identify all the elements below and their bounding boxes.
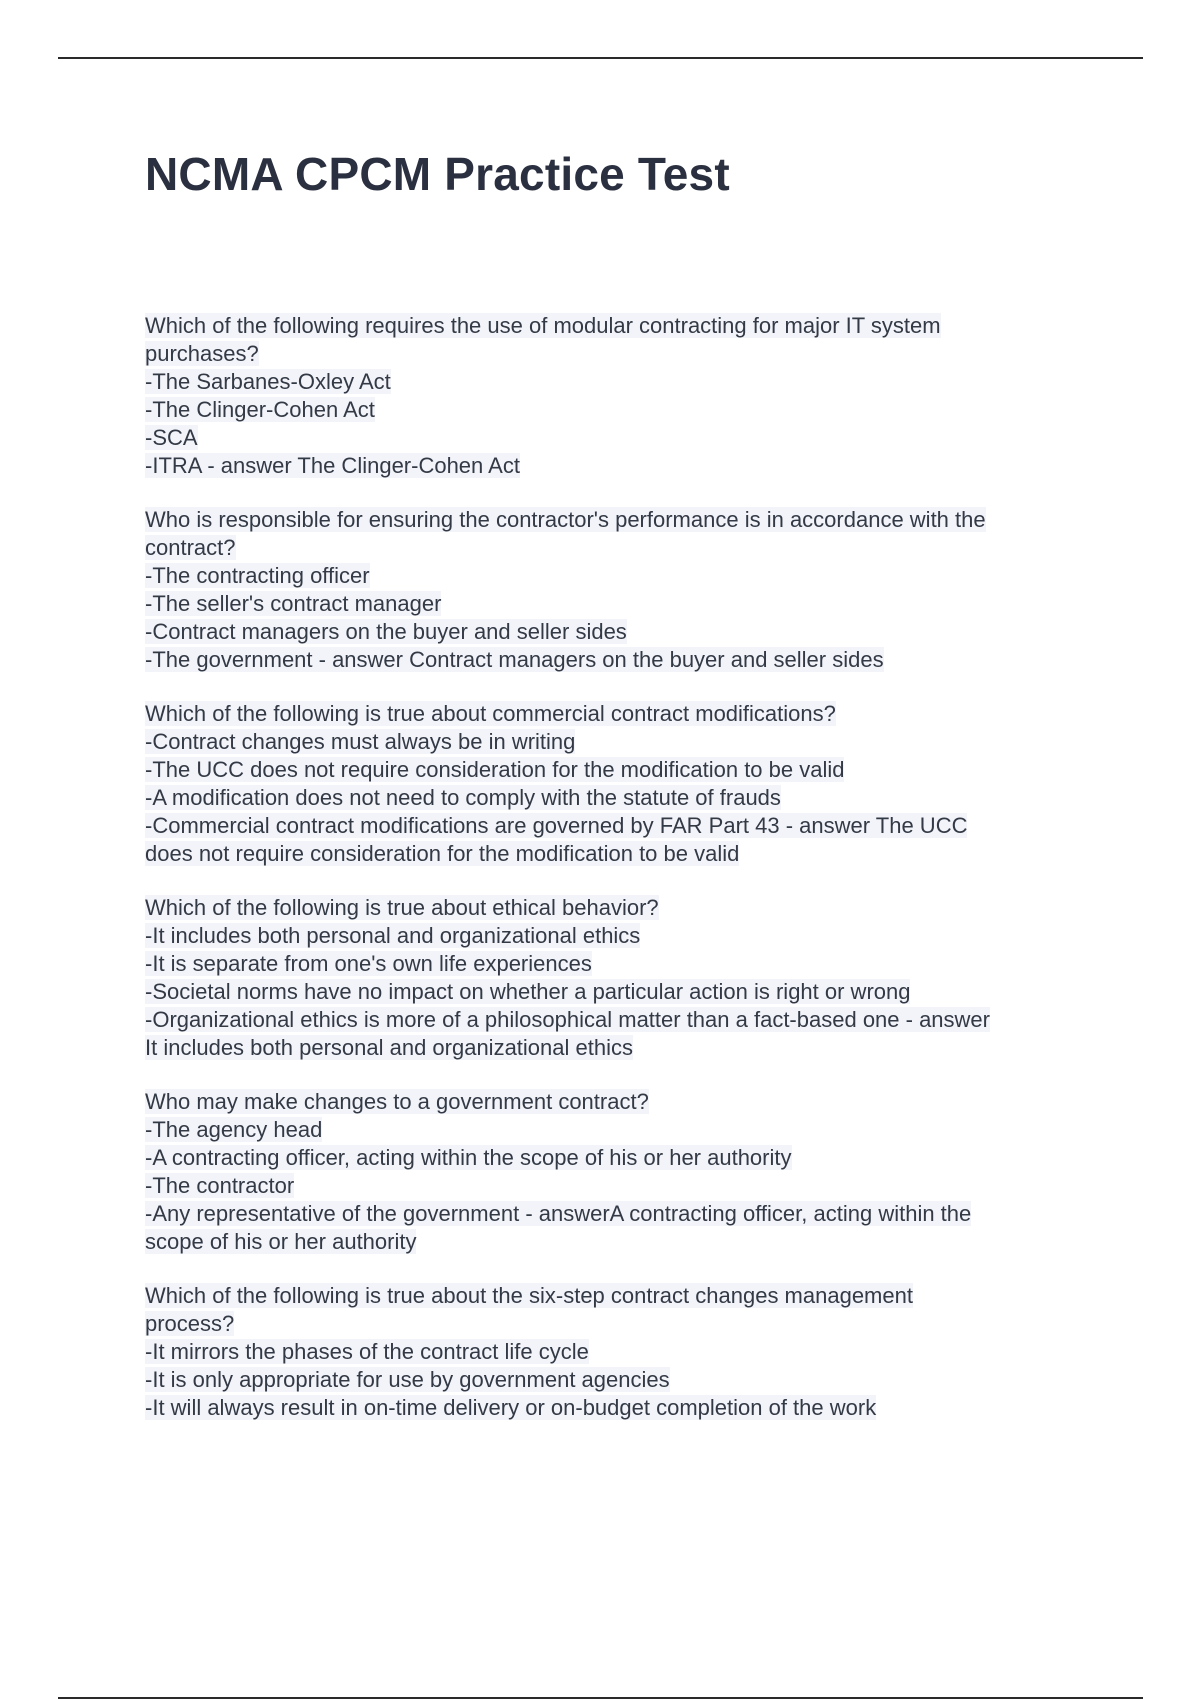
question-1-option-2: -The Clinger-Cohen Act (145, 397, 375, 422)
question-block-1 (145, 312, 1095, 480)
question-1-option-4-answer: -ITRA - answer The Clinger-Cohen Act (145, 453, 520, 478)
question-5-answer-continued: scope of his or her authority (145, 1229, 417, 1254)
question-6-option-3: -It will always result in on-time delivery or on-budget completion of the work (145, 1395, 877, 1420)
question-3-line-1: Which of the following is true about commercial contract modifications? (145, 701, 836, 726)
question-3-option-4-answer: -Commercial contract modifications are governed by FAR Part 43 - answer The UCC (145, 813, 968, 838)
question-5-option-2: -A contracting officer, acting within the scope of his or her authority (145, 1145, 792, 1170)
question-6-option-1: -It mirrors the phases of the contract life cycle (145, 1339, 589, 1364)
question-block-4 (145, 894, 1095, 1062)
question-5-option-3: -The contractor (145, 1173, 295, 1198)
question-5-option-4-answer: -Any representative of the government - answerA contracting officer, acting within the (145, 1201, 972, 1226)
question-4-option-2: -It is separate from one's own life experiences (145, 951, 592, 976)
question-2-line-1: Who is responsible for ensuring the contractor's performance is in accordance with the (145, 507, 986, 532)
top-rule (58, 57, 1143, 59)
question-block-2 (145, 506, 1095, 674)
question-5-option-1: -The agency head (145, 1117, 323, 1142)
question-3-option-1: -Contract changes must always be in writing (145, 729, 576, 754)
question-6-line-1: Which of the following is true about the six-step contract changes management (145, 1283, 913, 1308)
question-1-option-1: -The Sarbanes-Oxley Act (145, 369, 391, 394)
question-3-answer-continued: does not require consideration for the modification to be valid (145, 841, 740, 866)
question-4-option-1: -It includes both personal and organizational ethics (145, 923, 641, 948)
question-4-answer-continued: It includes both personal and organizational ethics (145, 1035, 633, 1060)
bottom-rule (58, 1697, 1143, 1699)
page-title: NCMA CPCM Practice Test (145, 148, 730, 200)
question-block-3 (145, 700, 1095, 868)
question-block-5 (145, 1088, 1095, 1256)
question-6-option-2: -It is only appropriate for use by government agencies (145, 1367, 670, 1392)
question-2-line-2: contract? (145, 535, 236, 560)
question-1-line-2: purchases? (145, 341, 259, 366)
question-2-option-1: -The contracting officer (145, 563, 370, 588)
question-1-line-1: Which of the following requires the use of modular contracting for major IT system (145, 313, 941, 338)
question-list (145, 312, 1095, 1448)
question-3-option-2: -The UCC does not require consideration for the modification to be valid (145, 757, 845, 782)
question-6-line-2: process? (145, 1311, 235, 1336)
question-4-option-3: -Societal norms have no impact on whether a particular action is right or wrong (145, 979, 911, 1004)
question-2-option-2: -The seller's contract manager (145, 591, 442, 616)
question-5-line-1: Who may make changes to a government contract? (145, 1089, 649, 1114)
question-4-line-1: Which of the following is true about ethical behavior? (145, 895, 659, 920)
question-2-option-4-answer: -The government - answer Contract managers on the buyer and seller sides (145, 647, 884, 672)
question-1-option-3: -SCA (145, 425, 198, 450)
question-block-6 (145, 1282, 1095, 1422)
question-2-option-3: -Contract managers on the buyer and seller sides (145, 619, 627, 644)
question-4-option-4-answer: -Organizational ethics is more of a philosophical matter than a fact-based one - answer (145, 1007, 990, 1032)
question-3-option-3: -A modification does not need to comply with the statute of frauds (145, 785, 781, 810)
